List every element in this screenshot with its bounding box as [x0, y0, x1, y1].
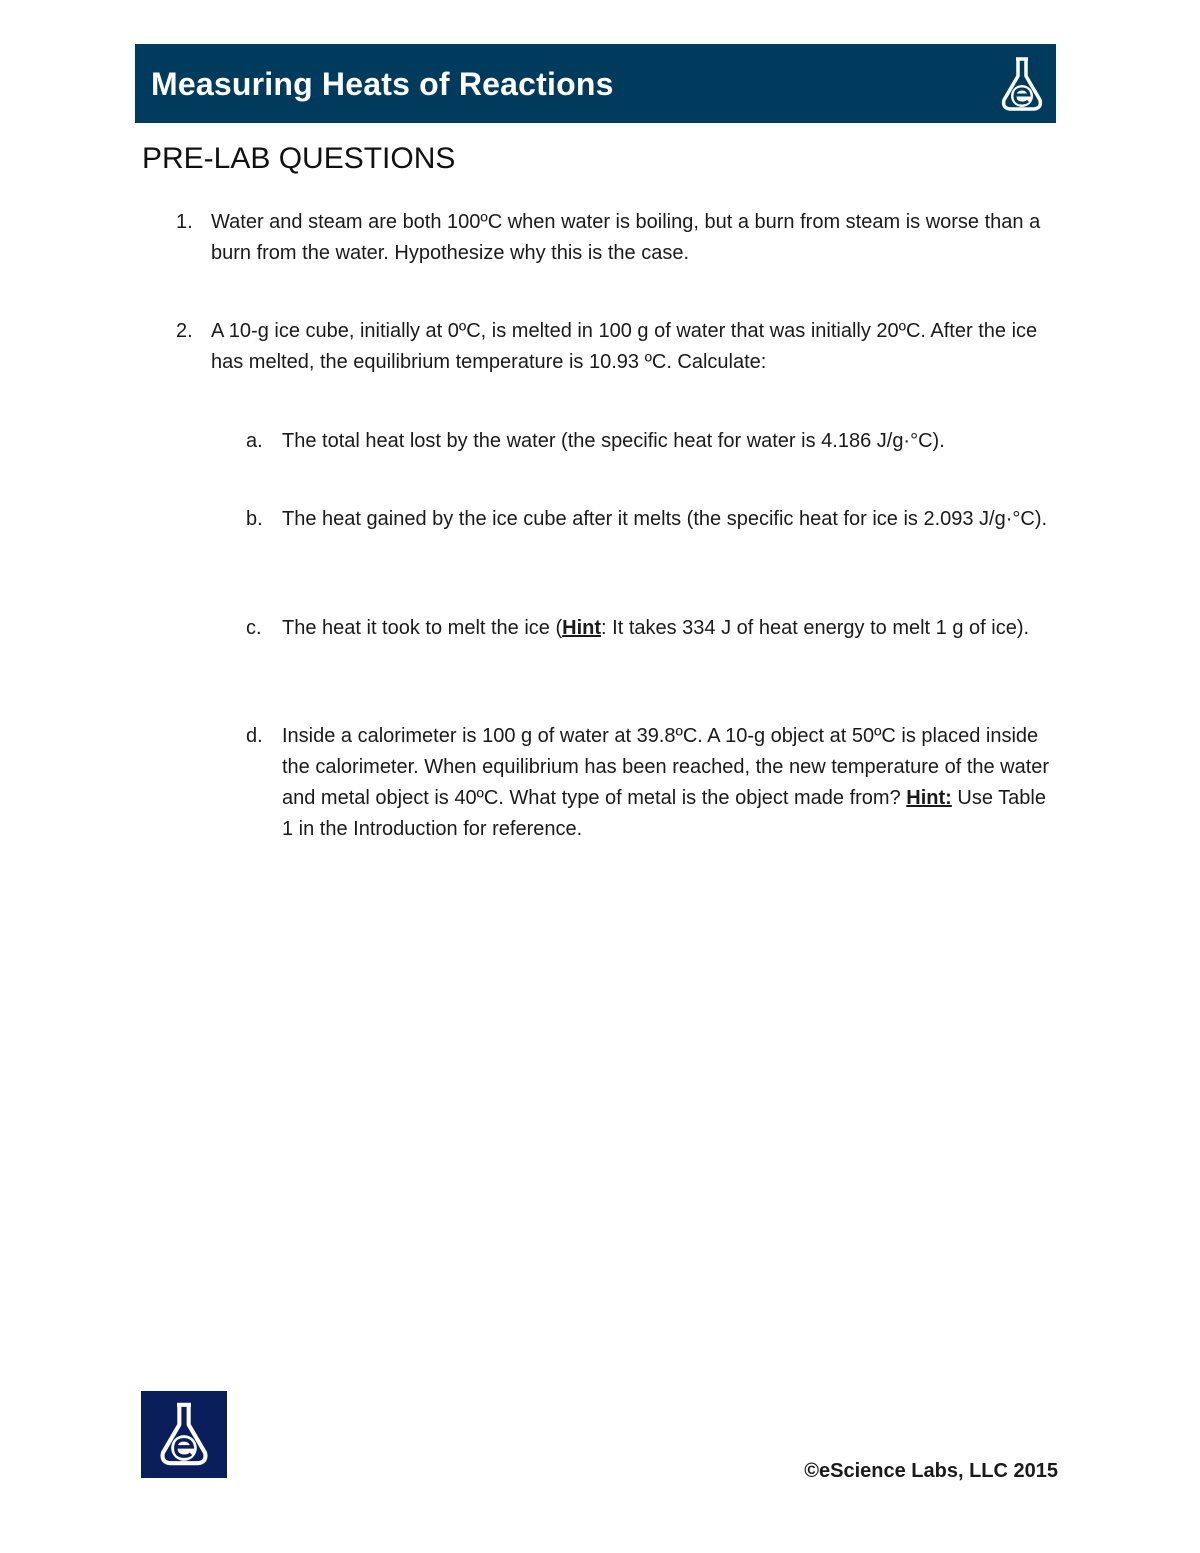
flask-e-logo-icon [998, 54, 1046, 114]
question-text: A 10-g ice cube, initially at 0ºC, is melted in 100 g of water that was initially 20ºC. After the ice has melted, the equilibrium temperature is 10.93 ºC. Calculate: [211, 320, 1038, 373]
subquestion-letter: a. [246, 430, 263, 452]
footer-logo [141, 1391, 227, 1478]
subquestion-text: The heat gained by the ice cube after it melts (the specific heat for ice is 2.093 J/g·°C). [282, 508, 1048, 530]
subquestion-text [282, 613, 1056, 644]
hint-label: Hint [562, 617, 602, 639]
subquestion-text-after: : It takes 334 J of heat energy to melt 1 g of ice). [601, 617, 1030, 639]
header-bar [135, 44, 1056, 123]
subquestion-letter: b. [246, 508, 263, 530]
subquestion-c [246, 613, 1056, 644]
subquestion-text [282, 721, 1056, 845]
question-number: 1. [176, 211, 193, 233]
question-text: Water and steam are both 100ºC when water is boiling, but a burn from steam is worse than a burn from the water. Hypothesize why this is the case. [211, 211, 1041, 264]
subquestion-b [246, 504, 1056, 535]
copyright-text: ©eScience Labs, LLC 2015 [804, 1460, 1058, 1482]
subquestion-a [246, 426, 1056, 457]
question-1 [176, 207, 1056, 269]
subquestion-text-after: Use Table 1 in the Introduction for reference. [282, 787, 1046, 840]
question-number: 2. [176, 320, 193, 342]
flask-e-logo-icon [156, 1399, 212, 1469]
subquestion-letter: d. [246, 725, 263, 747]
subquestion-letter: c. [246, 617, 262, 639]
subquestion-d [246, 721, 1056, 845]
subquestion-text: The total heat lost by the water (the specific heat for water is 4.186 J/g·°C). [282, 430, 945, 452]
subquestion-text-before: The heat it took to melt the ice ( [282, 617, 563, 639]
hint-label: Hint: [906, 787, 952, 809]
section-title: PRE-LAB QUESTIONS [142, 142, 456, 175]
subquestion-text-before: Inside a calorimeter is 100 g of water at 39.8ºC. A 10-g object at 50ºC is placed inside the calorimeter. When equilibrium has been reached, the new temperature of the water and metal object is 40ºC. What type of metal is the object made from? [282, 725, 1050, 809]
question-2 [176, 316, 1056, 378]
page-title: Measuring Heats of Reactions [151, 66, 614, 102]
